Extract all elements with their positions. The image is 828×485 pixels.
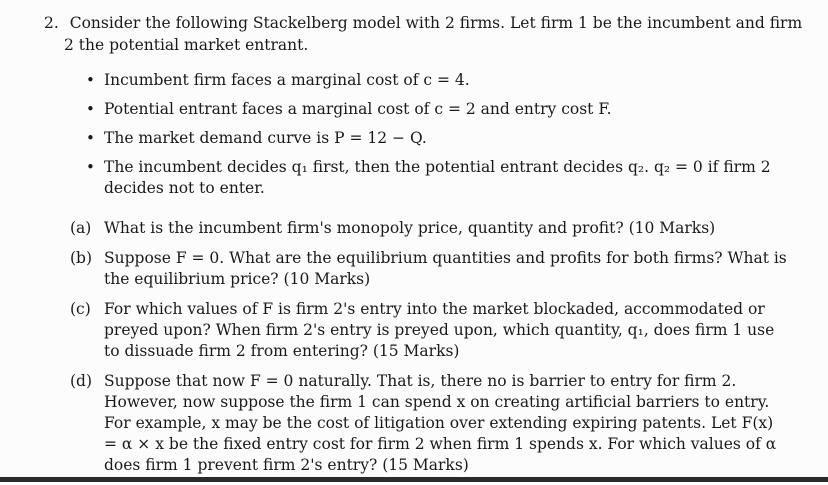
subquestion-text: What is the incumbent firm's monopoly price, quantity and profit? (10 Marks): [104, 219, 716, 237]
subquestion-b: [70, 248, 790, 290]
question-intro-line1: Consider the following Stackelberg model with 2 firms. Let firm 1 be the incumbent and firm: [69, 14, 803, 32]
subquestion-text: For which values of F is firm 2's entry into the market blockaded, accommodated or preyed upon? When firm 2's entry is preyed upon, which quantity, q₁, does firm 1 use to dissuade firm 2 from entering? (15 Marks): [104, 300, 775, 360]
subquestion-c: [70, 299, 790, 362]
assumptions-list: [86, 70, 786, 207]
subquestions-list: [70, 218, 790, 485]
subquestion-label: (c): [70, 300, 91, 318]
subquestion-d: [70, 371, 790, 476]
subquestion-label: (b): [70, 249, 93, 267]
subquestion-label: (a): [70, 219, 92, 237]
question-number: 2.: [44, 14, 59, 32]
assumption-item: • The incumbent decides q₁ first, then the potential entrant decides q₂. q₂ = 0 if firm 2 decides not to enter.: [86, 157, 786, 199]
question-intro: [44, 12, 804, 56]
bottom-border: [0, 477, 828, 482]
subquestion-a: [70, 218, 790, 239]
question-intro-line2: 2 the potential market entrant.: [64, 36, 309, 54]
assumption-item: • Incumbent firm faces a marginal cost of c = 4.: [86, 70, 786, 91]
assumption-item: • Potential entrant faces a marginal cost of c = 2 and entry cost F.: [86, 99, 786, 120]
subquestion-text: Suppose that now F = 0 naturally. That is, there no is barrier to entry for firm 2. However, now suppose the firm 1 can spend x on creating artificial barriers to entry. For example, x may be the cost of litigation over extending expiring patents. Let F(x) = α × x be the fixed entry cost for firm 2 when firm 1 spends x. For which values of α does firm 1 prevent firm 2's entry? (15 Marks): [104, 372, 777, 474]
subquestion-label: (d): [70, 372, 93, 390]
assumption-item: • The market demand curve is P = 12 − Q.: [86, 128, 786, 149]
subquestion-text: Suppose F = 0. What are the equilibrium quantities and profits for both firms? What is the equilibrium price? (10 Marks): [104, 249, 787, 288]
